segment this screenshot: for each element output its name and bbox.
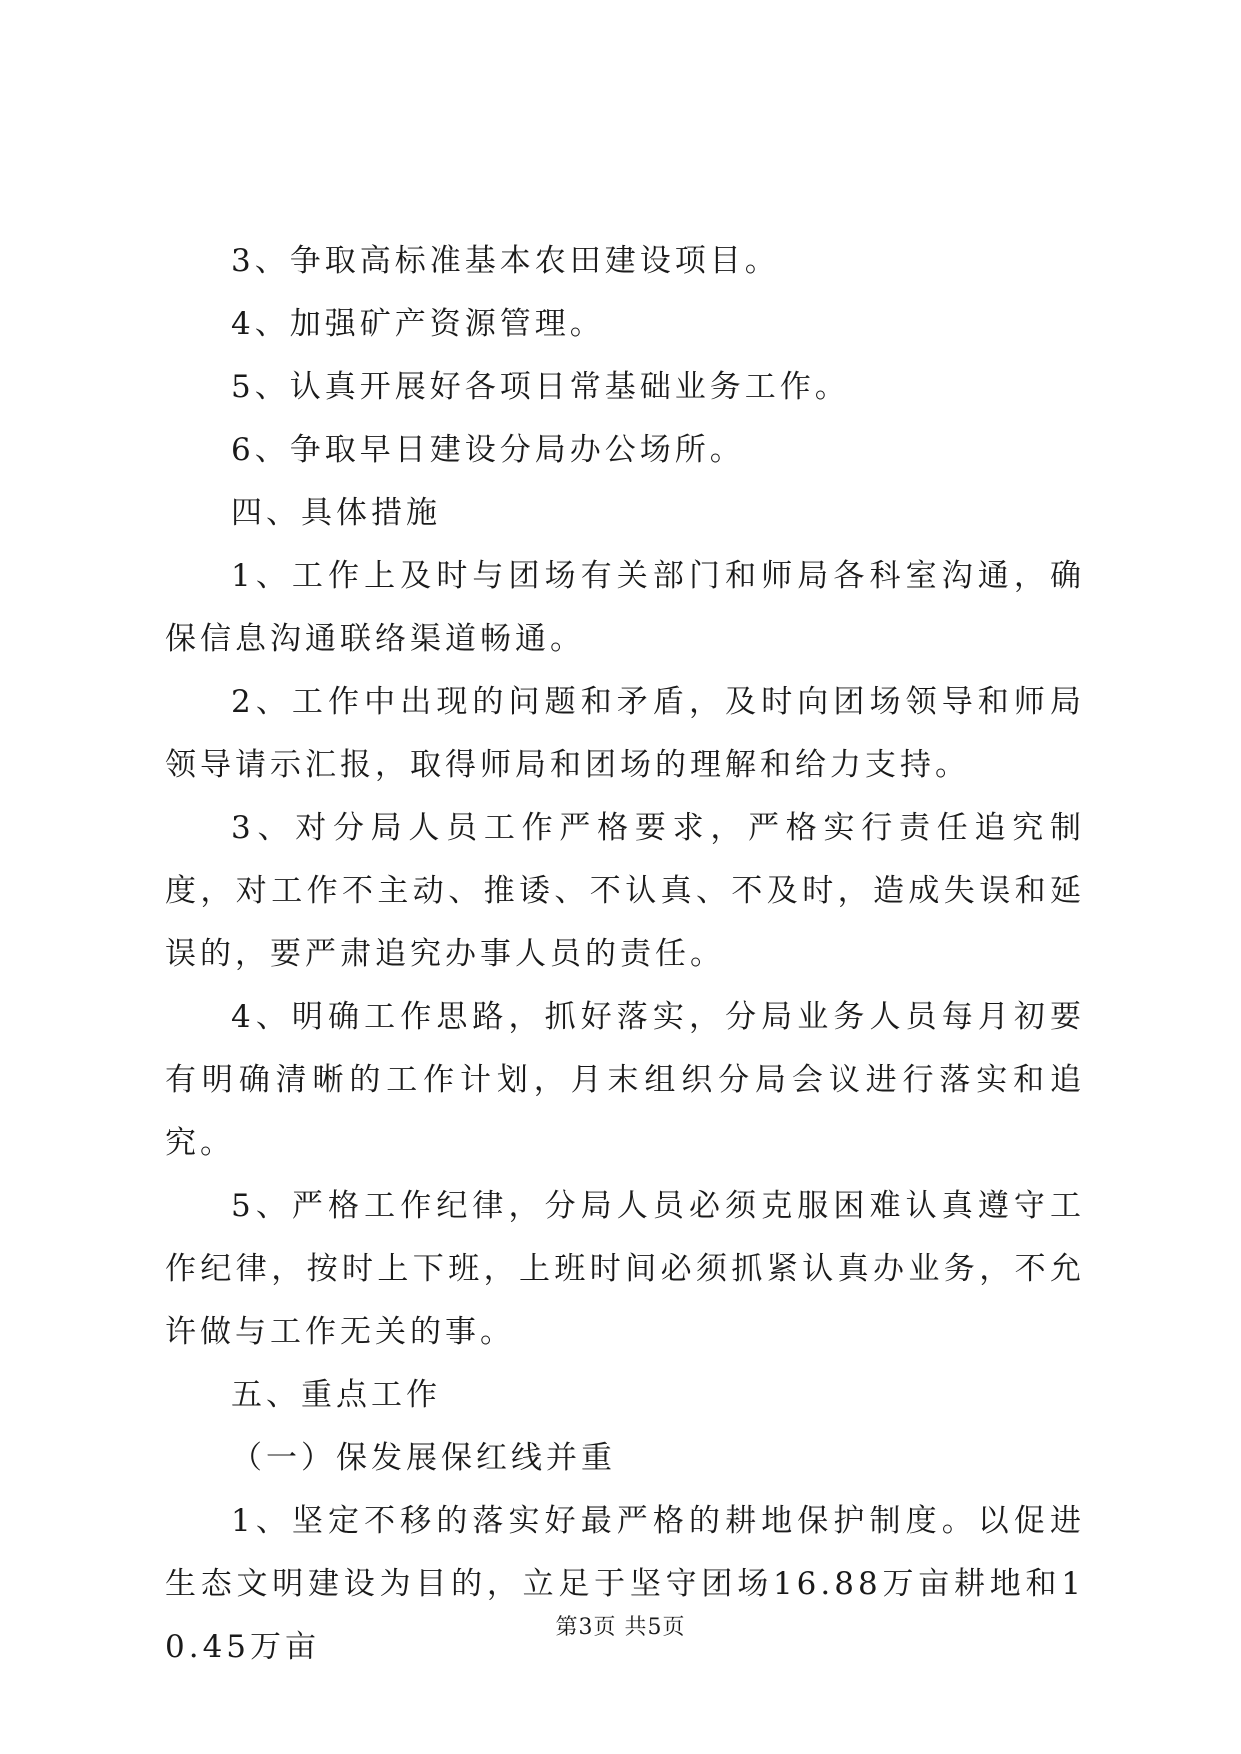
page-number: 第3页 共5页 [555,1615,686,1640]
paragraph: 6、争取早日建设分局办公场所。 [231,432,745,468]
paragraph: 3、争取高标准基本农田建设项目。 [231,243,780,279]
paragraph: 2、工作中出现的问题和矛盾，及时向团场领导和师局领导请示汇报，取得师局和团场的理解和给力支持。 [165,684,1085,783]
document-body [165,230,1085,1679]
section-heading: 五、重点工作 [231,1377,441,1413]
paragraph: 5、严格工作纪律，分局人员必须克服困难认真遵守工作纪律，按时上下班，上班时间必须抓紧认真办业务，不允许做与工作无关的事。 [165,1188,1085,1350]
paragraph: 4、加强矿产资源管理。 [231,306,605,342]
paragraph: 5、认真开展好各项日常基础业务工作。 [231,369,850,405]
section-heading: 四、具体措施 [231,495,441,531]
paragraph: 1、坚定不移的落实好最严格的耕地保护制度。以促进生态文明建设为目的，立足于坚守团场16.88万亩耕地和10.45万亩 [165,1503,1085,1665]
paragraph: 4、明确工作思路，抓好落实，分局业务人员每月初要有明确清晰的工作计划，月末组织分局会议进行落实和追究。 [165,999,1085,1161]
subsection-heading: （一）保发展保红线并重 [231,1440,616,1476]
paragraph: 1、工作上及时与团场有关部门和师局各科室沟通，确保信息沟通联络渠道畅通。 [165,558,1085,657]
paragraph: 3、对分局人员工作严格要求，严格实行责任追究制度，对工作不主动、推诿、不认真、不及时，造成失误和延误的，要严肃追究办事人员的责任。 [165,810,1085,972]
